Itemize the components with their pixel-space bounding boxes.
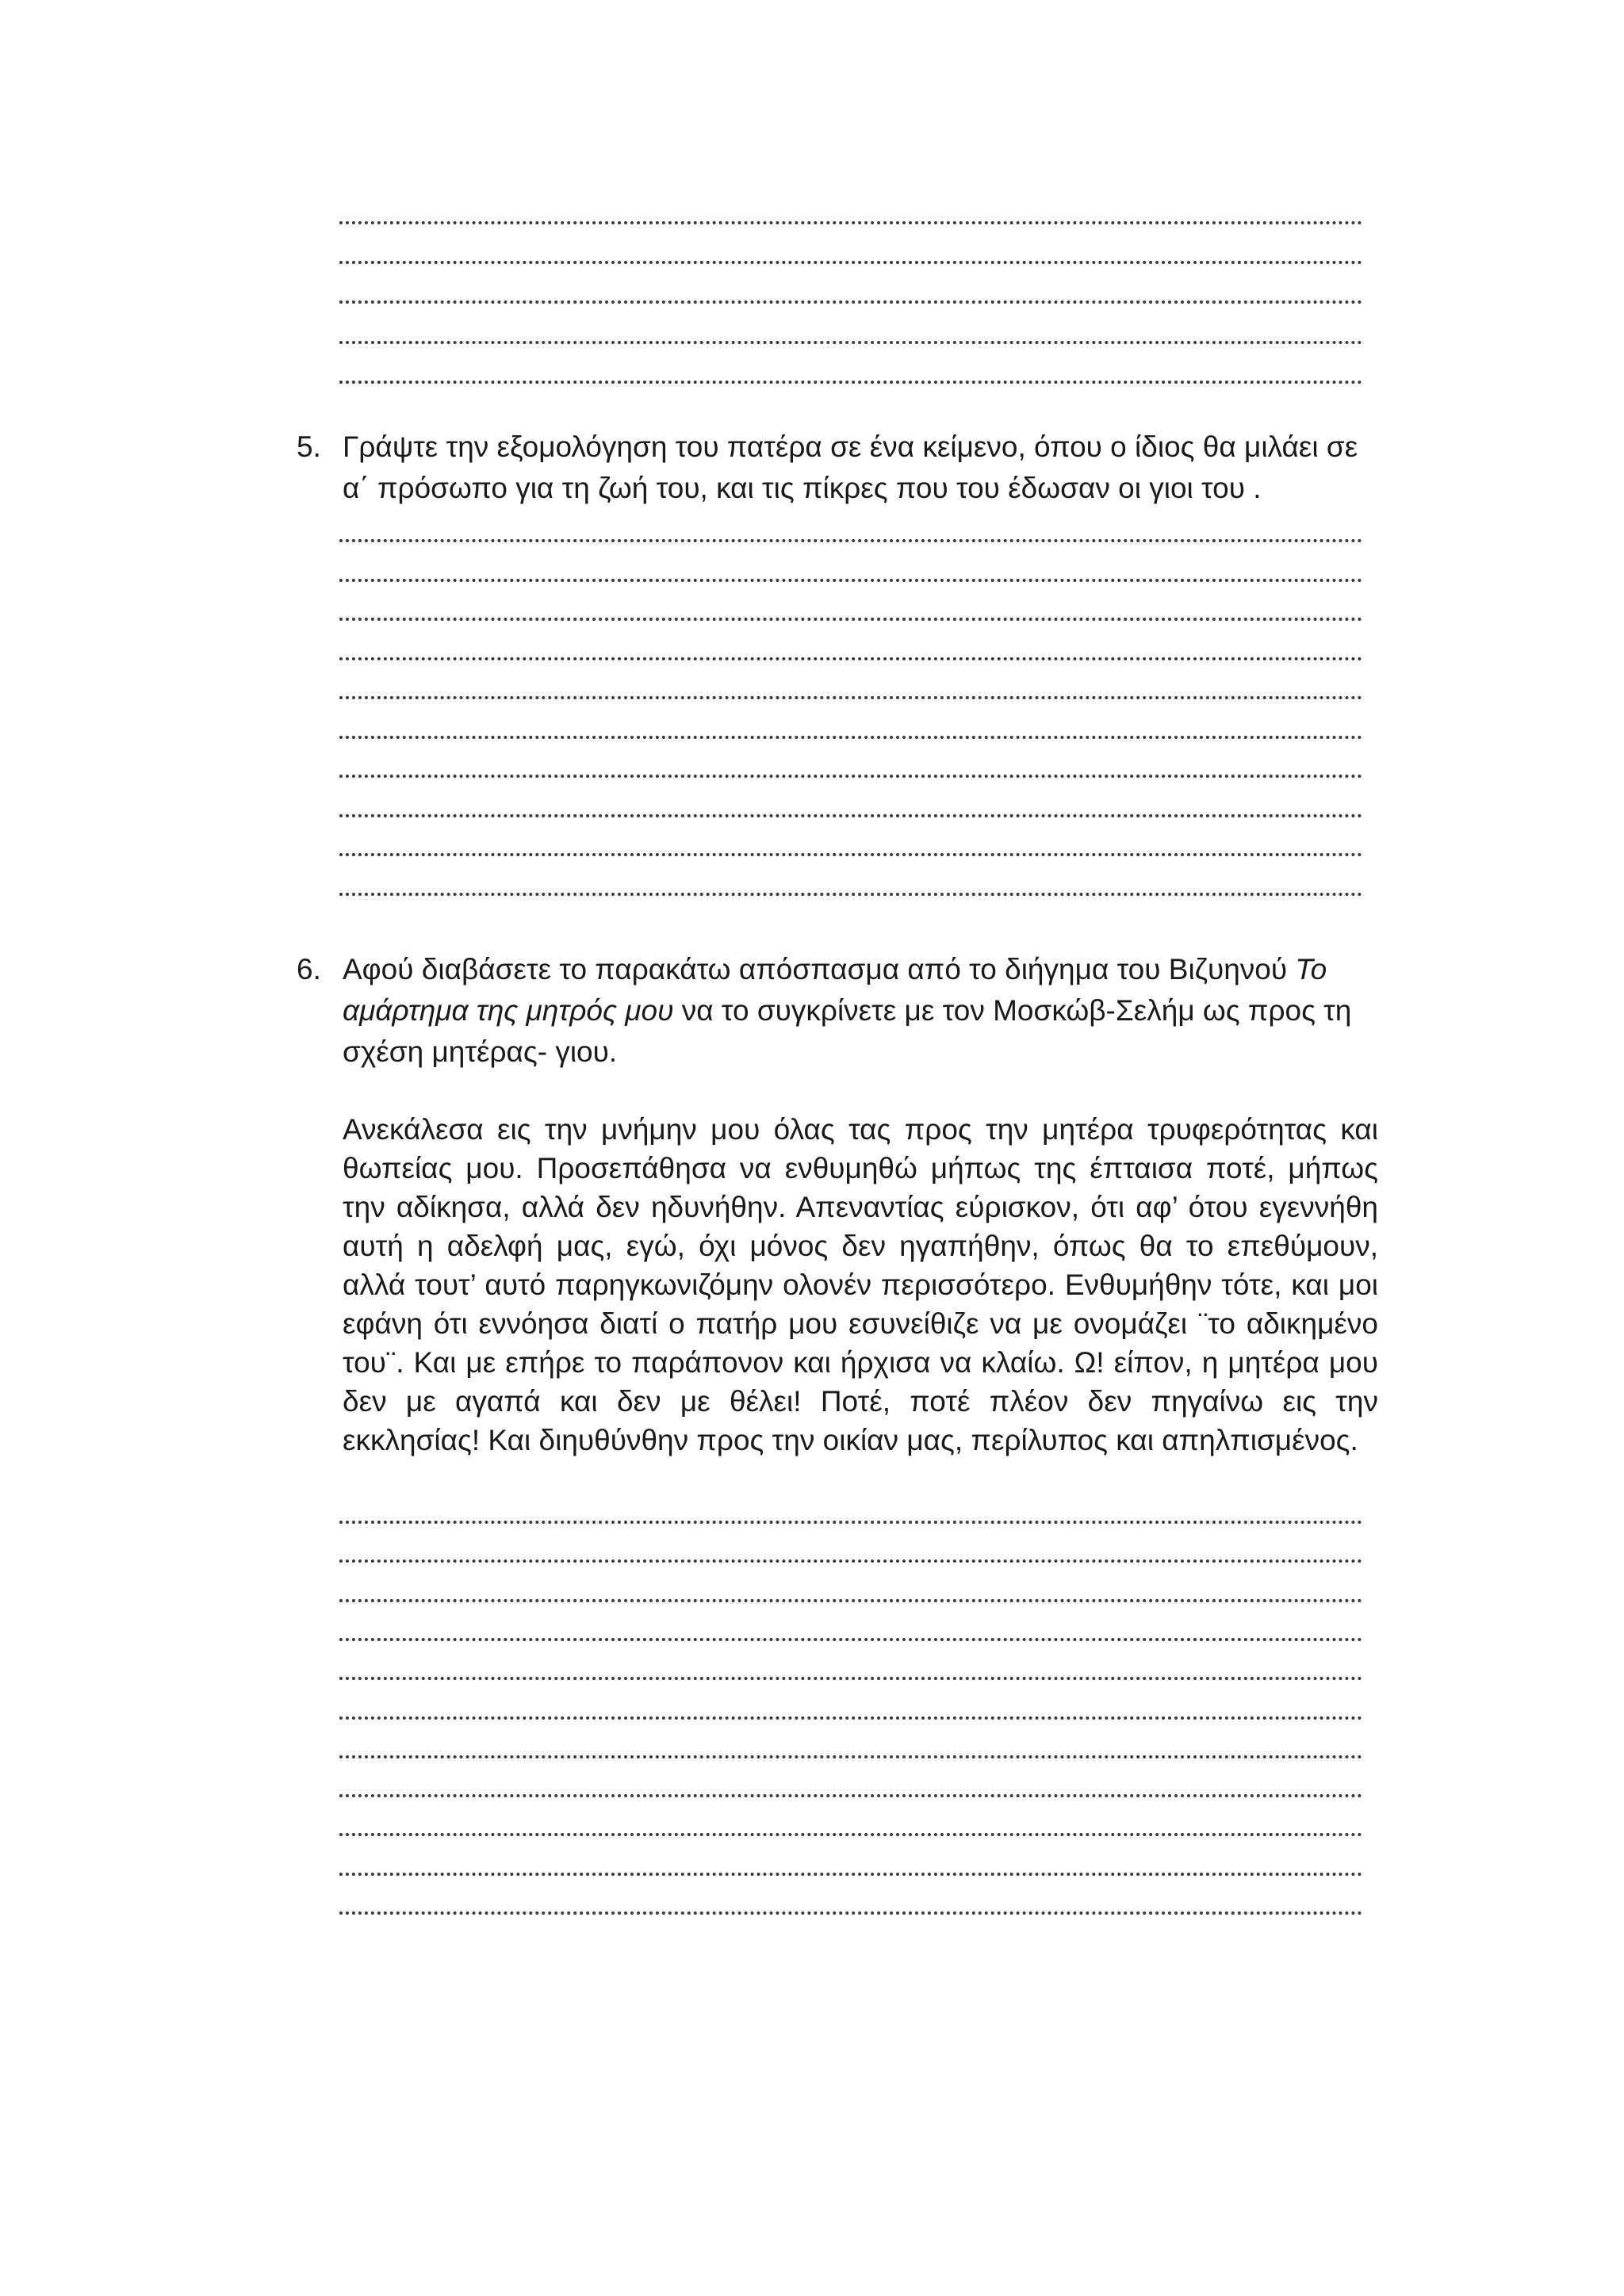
answer-line: [339, 893, 1362, 896]
answer-line: [339, 1833, 1362, 1836]
answer-line: [339, 1677, 1362, 1680]
answer-line: [339, 1599, 1362, 1602]
answer-line: [339, 261, 1362, 264]
question-text: Αφού διαβάσετε το παρακάτω απόσπασμα από το διήγημα του Βιζυηνού Το αμάρτημα της μητρός μου να το συγκρίνετε με τον Μοσκώβ-Σελήμ ως προς τη σχέση μητέρας- γιου.: [343, 953, 1352, 1068]
answer-line: [339, 381, 1362, 384]
answer-line: [339, 696, 1362, 699]
answer-line: [339, 1794, 1362, 1797]
answer-line: [339, 300, 1362, 304]
vizyenos-excerpt: Ανεκάλεσα εις την μνήμην μου όλας τας προς την μητέρα τρυφερότητας και θωπείας μου. Προσεπάθησα να ενθυμηθώ μήπως της έπταισα ποτέ, μήπως την αδίκησα, αλλά δεν ηδυνήθην. Απεναντίας εύρισκον, ότι αφ’ ότου εγεννήθη αυτή η αδελφή μας, εγώ, όχι μόνος δεν ηγαπήθην, όπως θα το επεθύμουν, αλλά τουτ’ αυτό παρηγκωνιζόμην ολονέν περισσότερο. Ενθυμήθην τότε, και μοι εφάνη ότι εννόησα διατί ο πατήρ μου εσυνείθιζε να με ονομάζει ¨το αδικημένο του¨. Και με επήρε το παράπονον και ήρχισα να κλαίω. Ω! είπον, η μητέρα μου δεν με αγαπά και δεν με θέλει! Ποτέ, ποτέ πλέον δεν πηγαίνω εις την εκκλησίας! Και διηυθύνθην προς την οικίαν μας, περίλυπος και απηλπισμένος.: [343, 1113, 1378, 1456]
answer-line: [339, 1559, 1362, 1563]
question-number: 5.: [297, 430, 321, 463]
answer-line: [339, 1911, 1362, 1915]
answer-line: [339, 1755, 1362, 1758]
answer-line: [339, 221, 1362, 224]
answer-line: [339, 579, 1362, 582]
answer-line: [339, 853, 1362, 856]
answer-line: [339, 814, 1362, 817]
question-6: [297, 949, 1383, 1073]
answer-line: [339, 1873, 1362, 1876]
question-text: Γράψτε την εξομολόγηση του πατέρα σε ένα κείμενο, όπου ο ίδιος θα μιλάει σε α΄ πρόσωπο για τη ζωή του, και τις πίκρες που του έδωσαν οι γιοι του .: [343, 430, 1358, 504]
answer-line: [339, 618, 1362, 621]
answer-line: [339, 736, 1362, 739]
answer-line: [339, 539, 1362, 542]
answer-line: [339, 775, 1362, 778]
answer-line: [339, 1716, 1362, 1720]
answer-line: [339, 657, 1362, 660]
question-number: 6.: [297, 953, 321, 985]
answer-line: [339, 1521, 1362, 1524]
question-5: [297, 427, 1383, 509]
story-title: Το αμάρτημα της μητρός μου: [343, 953, 1327, 1027]
answer-line: [339, 341, 1362, 344]
answer-line: [339, 1638, 1362, 1641]
